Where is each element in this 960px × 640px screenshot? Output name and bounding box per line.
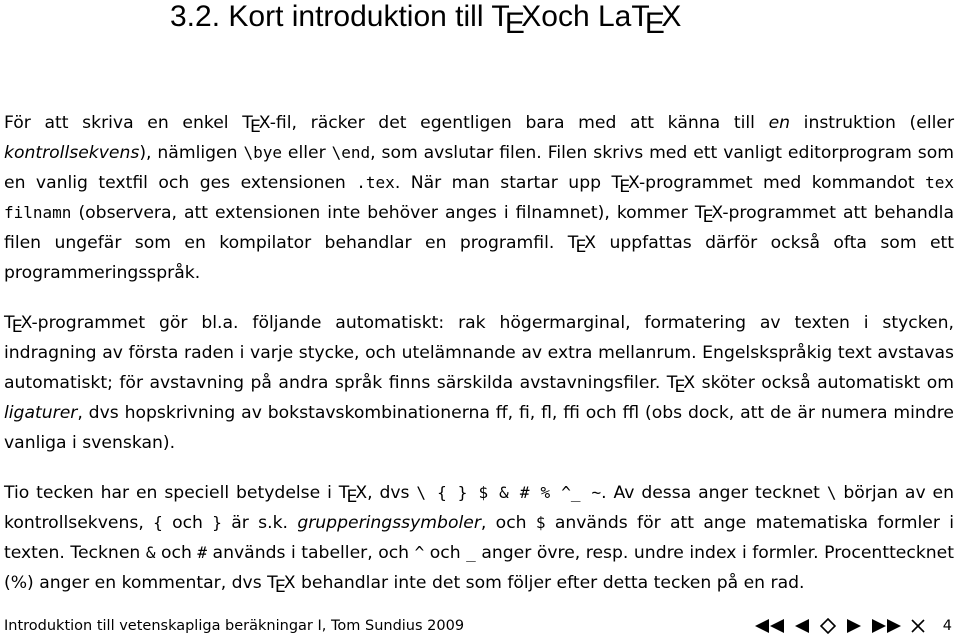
page-title	[170, 0, 682, 40]
code-tex-extension: .tex	[356, 173, 395, 192]
next-page-icon[interactable]	[846, 616, 861, 636]
tex-logo: TEX	[491, 0, 542, 40]
tex-logo: TEX	[567, 233, 597, 257]
code-special-chars: \ { } $ & # % ^_ ~	[416, 483, 602, 502]
paragraph-automatic: TEX-programmet gör bl.a. följande automatiskt: rak högermarginal, formatering av texten i stycken, indragning av första raden i varje stycke, och utelämnande av extra mellanrum. Engelskspråkig text avstavas automatiskt; för avstavning på andra språk finns särskilda avstavningsfiler. TEX sköter också automatiskt om ligaturer, dvs hopskrivning av bokstavskombinationerna ff, fi, fl, ffi och ffl (obs dock, att de är numera mindre vanliga i svenskan).	[4, 313, 954, 453]
tex-logo: TEX	[694, 203, 723, 227]
prev-page-icon[interactable]	[795, 616, 810, 636]
slide-content	[4, 108, 954, 598]
first-page-icon[interactable]	[755, 616, 785, 636]
tex-logo: TEX	[666, 373, 696, 397]
navigation-controls	[755, 614, 952, 638]
tex-logo: TEX	[4, 313, 32, 337]
page-number: 4	[942, 618, 952, 634]
title-text: Kort introduktion till	[228, 0, 492, 33]
title-text-latex: och La	[541, 0, 632, 33]
paragraph-special-chars: Tio tecken har en speciell betydelse i TEX, dvs \ { } $ & # % ^_ ~. Av dessa anger tecknet \ början av en kontrollsekvens, { och } är s.k. grupperingssymboler, och $ används för att ange matematiska formler i texten. Tecknen & och # används i tabeller, och ^ och _ anger övre, resp. undre index i formler. Procenttecknet (%) anger en kommentar, dvs TEX behandlar inte det som följer efter detta tecken på en rad.	[4, 483, 955, 597]
footer-text: Introduktion till vetenskapliga beräkningar I, Tom Sundius 2009	[4, 618, 465, 634]
latex-logo: TEX	[631, 0, 682, 40]
last-page-icon[interactable]	[871, 616, 901, 636]
tex-logo: TEX	[611, 173, 639, 197]
tex-logo: TEX	[338, 483, 368, 507]
menu-icon[interactable]	[820, 616, 836, 636]
paragraph-intro: För att skriva en enkel TEX-fil, räcker det egentligen bara med att känna till en instruktion (eller kontrollsekvens), nämligen \bye eller \end, som avslutar filen. Filen skrivs med ett vanligt editorprogram som en vanlig textfil och ges extensionen .tex. När man startar upp TEX-programmet med kommandot tex filnamn (observera, att extensionen inte behöver anges i filnamnet), kommer TEX-programmet att behandla filen ungefär som en kompilator behandlar en programfil. TEX uppfattas därför också ofta som ett programmeringsspråk.	[4, 113, 955, 283]
footer	[0, 614, 960, 640]
close-icon[interactable]	[911, 616, 925, 636]
code-tex-command: tex filnamn	[4, 173, 954, 222]
code-bye: \bye	[243, 143, 282, 162]
code-end: \end	[331, 143, 371, 162]
section-number: 3.2.	[170, 0, 221, 33]
tex-logo: TEX	[242, 113, 270, 137]
tex-logo: TEX	[267, 573, 296, 597]
